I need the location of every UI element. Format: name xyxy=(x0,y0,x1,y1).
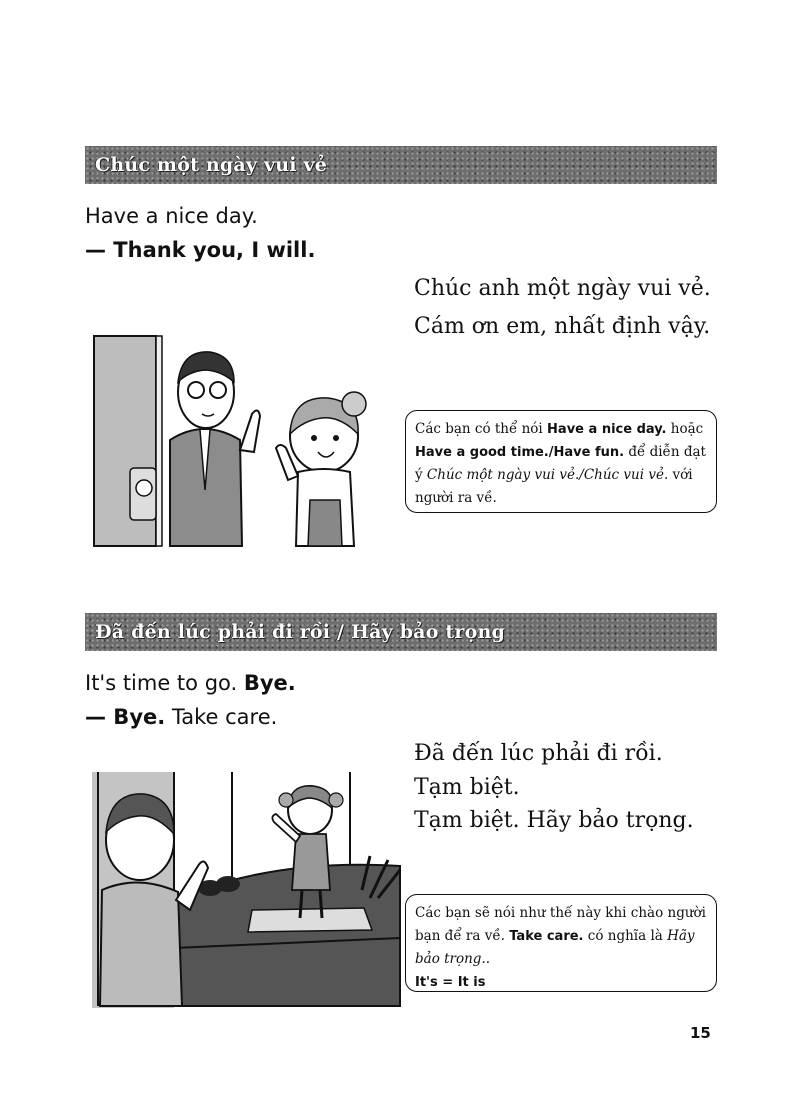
hallway-goodbye-illustration xyxy=(92,770,402,1010)
vietnamese-reply: Cám ơn em, nhất định vậy. xyxy=(414,314,711,339)
tip-box-2: Các bạn sẽ nói như thế này khi chào người bạn để ra về. Take care. có nghĩa là Hãy bảo trọng.. It's = It is xyxy=(405,894,717,992)
section-title: Chúc một ngày vui vẻ xyxy=(95,154,327,176)
door-farewell-illustration xyxy=(92,330,392,552)
vietnamese-phrase: Chúc anh một ngày vui vẻ. xyxy=(414,276,711,301)
tip-box-1: Các bạn có thể nói Have a nice day. hoặc Have a good time./Have fun. để diễn đạt ý Chúc một ngày vui vẻ./Chúc vui vẻ. với người ra về. xyxy=(405,410,717,513)
english-phrase: Have a nice day. xyxy=(85,204,258,228)
page-number: 15 xyxy=(690,1024,711,1042)
section-header-1 xyxy=(85,146,717,184)
section-title: Đã đến lúc phải đi rồi / Hãy bảo trọng xyxy=(95,621,505,643)
english-reply: — Thank you, I will. xyxy=(85,238,316,262)
english-reply: — Bye. Take care. xyxy=(85,705,278,729)
vietnamese-phrase: Đã đến lúc phải đi rồi. Tạm biệt. xyxy=(414,741,663,800)
section-header-2 xyxy=(85,613,717,651)
vietnamese-reply: Tạm biệt. Hãy bảo trọng. xyxy=(414,808,694,833)
english-phrase: It's time to go. Bye. xyxy=(85,671,296,695)
